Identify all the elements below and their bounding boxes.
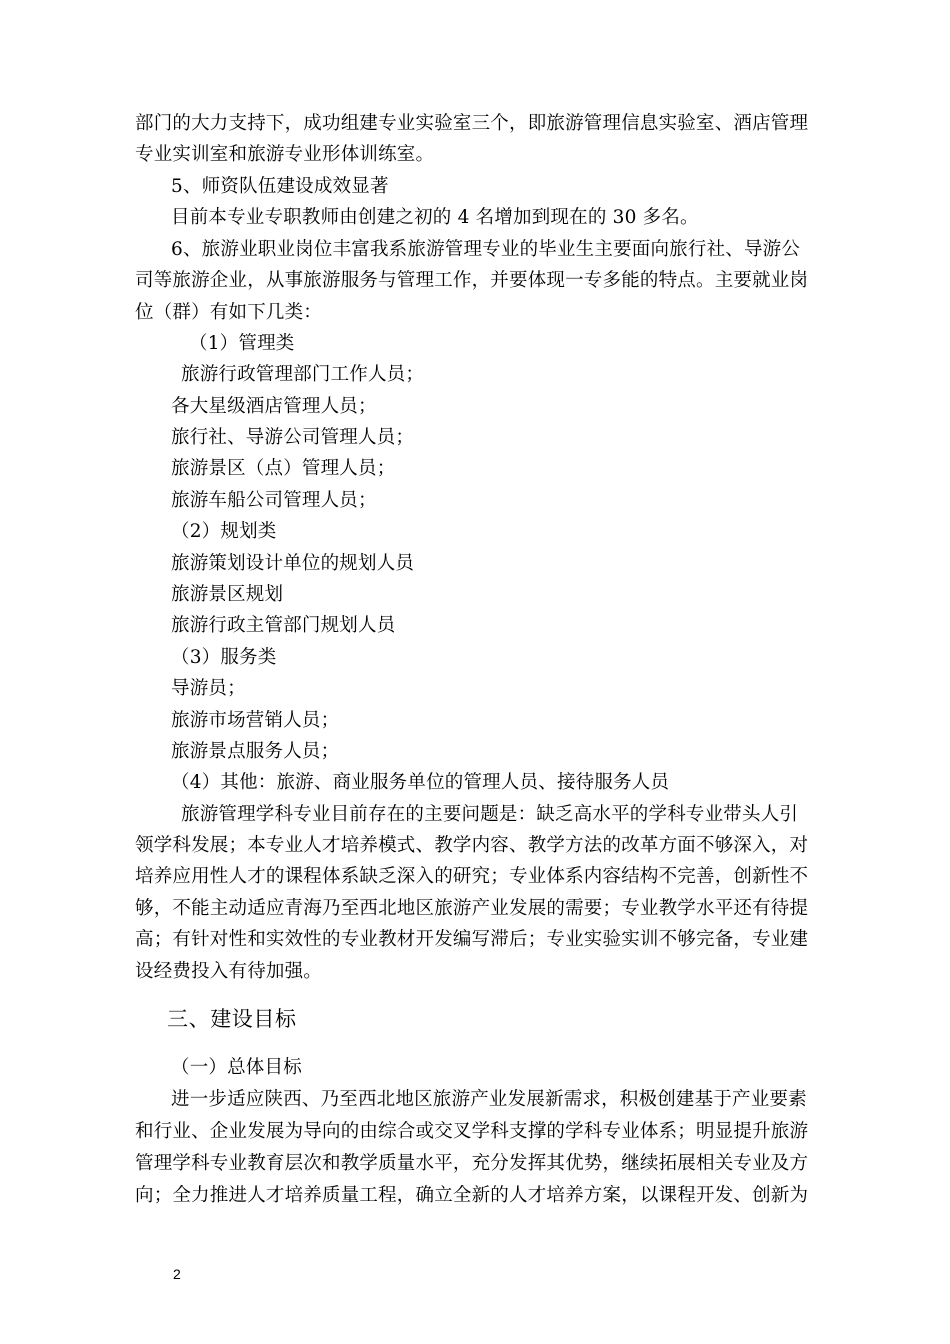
list-item: 旅游景点服务人员； bbox=[171, 741, 340, 762]
paragraph-line: 专业实训室和旅游专业形体训练室。 bbox=[135, 144, 435, 165]
category-heading: （1）管理类 bbox=[189, 333, 295, 354]
section-heading: 三、建设目标 bbox=[167, 1007, 297, 1031]
paragraph-line: 培养应用性人才的课程体系缺乏深入的研究；专业体系内容结构不完善，创新性不 bbox=[135, 866, 809, 887]
paragraph-line: 位（群）有如下几类： bbox=[135, 302, 323, 323]
paragraph-line: 进一步适应陕西、乃至西北地区旅游产业发展新需求，积极创建基于产业要素 bbox=[171, 1089, 807, 1110]
paragraph-line: 管理学科专业教育层次和教学质量水平，充分发挥其优势，继续拓展相关专业及方 bbox=[135, 1153, 809, 1174]
category-heading: （4）其他：旅游、商业服务单位的管理人员、接待服务人员 bbox=[171, 772, 670, 793]
list-item: 导游员； bbox=[171, 678, 246, 699]
list-item: 旅游策划设计单位的规划人员 bbox=[171, 553, 415, 574]
list-item: 旅游行政主管部门规划人员 bbox=[171, 615, 396, 636]
list-item: 旅游行政管理部门工作人员； bbox=[181, 364, 425, 385]
list-item: 各大星级酒店管理人员； bbox=[171, 396, 377, 417]
paragraph-line: 够，不能主动适应青海乃至西北地区旅游产业发展的需要；专业教学水平还有待提 bbox=[135, 898, 809, 919]
list-item: 旅游景区（点）管理人员； bbox=[171, 458, 396, 479]
paragraph-line: 和行业、企业发展为导向的由综合或交叉学科支撑的学科专业体系；明显提升旅游 bbox=[135, 1121, 809, 1142]
list-item: 旅游景区规划 bbox=[171, 584, 284, 605]
item-heading: 5、师资队伍建设成效显著 bbox=[171, 176, 389, 197]
category-heading: （2）规划类 bbox=[171, 521, 277, 542]
paragraph-line: 设经费投入有待加强。 bbox=[135, 961, 323, 982]
category-heading: （3）服务类 bbox=[171, 647, 277, 668]
paragraph-line: 目前本专业专职教师由创建之初的 4 名增加到现在的 30 多名。 bbox=[171, 207, 699, 228]
list-item: 旅游车船公司管理人员； bbox=[171, 490, 377, 511]
paragraph-line: 向；全力推进人才培养质量工程，确立全新的人才培养方案，以课程开发、创新为 bbox=[135, 1185, 809, 1206]
paragraph-line: 6、旅游业职业岗位丰富我系旅游管理专业的毕业生主要面向旅行社、导游公 bbox=[171, 239, 801, 260]
paragraph-line: 司等旅游企业，从事旅游服务与管理工作，并要体现一专多能的特点。主要就业岗 bbox=[135, 270, 809, 291]
subsection-heading: （一）总体目标 bbox=[171, 1057, 302, 1078]
paragraph-line: 旅游管理学科专业目前存在的主要问题是：缺乏高水平的学科专业带头人引 bbox=[181, 804, 799, 825]
paragraph-line: 部门的大力支持下，成功组建专业实验室三个，即旅游管理信息实验室、酒店管理 bbox=[135, 113, 809, 134]
list-item: 旅行社、导游公司管理人员； bbox=[171, 427, 415, 448]
paragraph-line: 领学科发展；本专业人才培养模式、教学内容、教学方法的改革方面不够深入，对 bbox=[135, 835, 809, 856]
paragraph-line: 高；有针对性和实效性的专业教材开发编写滞后；专业实验实训不够完备，专业建 bbox=[135, 929, 809, 950]
page-number: 2 bbox=[173, 1266, 181, 1282]
list-item: 旅游市场营销人员； bbox=[171, 710, 340, 731]
